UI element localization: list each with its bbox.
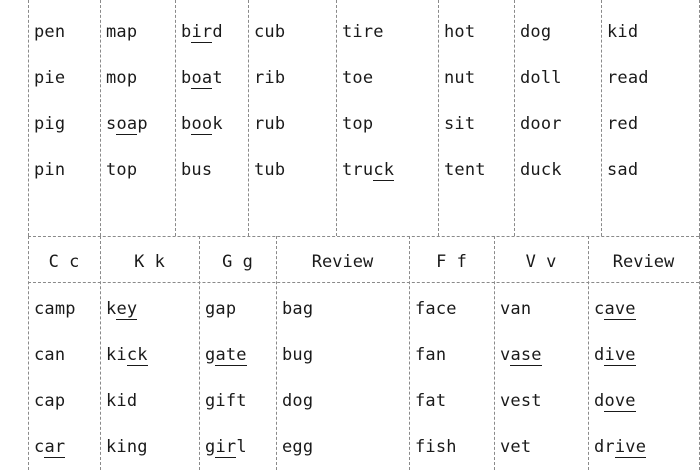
word-cell: cub [254,22,286,42]
word-cell: kick [106,345,148,365]
word-cell: vet [500,437,532,457]
word-cell: tent [444,160,486,180]
word-cell: kid [106,391,138,411]
word-cell: fan [415,345,447,365]
top-column-divider [336,0,337,236]
underlined-letters: ar [44,437,66,457]
word-cell: boat [181,68,223,88]
word-cell: book [181,114,223,134]
word-cell: tire [342,22,384,42]
underlined-letters: ir [215,437,237,457]
underlined-letters: oo [191,114,213,134]
word-cell: camp [34,299,76,319]
word-cell: pin [34,160,66,180]
header-divider [28,282,699,283]
column-header: C c [48,252,80,272]
word-cell: map [106,22,138,42]
top-column-divider [28,0,29,236]
underlined-letters: ey [116,299,138,319]
word-cell: duck [520,160,562,180]
underlined-letters: ir [191,22,213,42]
word-cell: top [106,160,138,180]
word-cell: door [520,114,562,134]
word-cell: bird [181,22,223,42]
column-header: Review [311,252,374,272]
column-header: V v [525,252,557,272]
word-cell: rib [254,68,286,88]
word-cell: vase [500,345,542,365]
word-cell: drive [594,437,647,457]
underlined-letters: ck [373,160,395,180]
word-cell: car [34,437,66,457]
word-cell: pie [34,68,66,88]
word-cell: cave [594,299,636,319]
word-cell: dog [520,22,552,42]
underlined-letters: ive [614,437,647,457]
column-header: G g [222,252,253,272]
column-header: K k [134,252,165,272]
word-cell: sad [607,160,639,180]
word-cell: hot [444,22,476,42]
word-cell: sit [444,114,476,134]
word-cell: cap [34,391,66,411]
word-cell: dog [282,391,314,411]
top-column-divider [601,0,602,236]
word-cell: fish [415,437,457,457]
word-cell: can [34,345,66,365]
column-header: F f [436,252,467,272]
word-cell: gate [205,345,247,365]
word-cell: face [415,299,457,319]
word-cell: read [607,68,649,88]
word-cell: pig [34,114,66,134]
word-cell: dove [594,391,636,411]
word-cell: gap [205,299,237,319]
top-column-divider [514,0,515,236]
word-cell: girl [205,437,247,457]
word-cell: gift [205,391,247,411]
word-cell: key [106,299,138,319]
word-cell: fat [415,391,447,411]
word-cell: vest [500,391,542,411]
word-cell: bus [181,160,213,180]
underlined-letters: ate [215,345,247,365]
underlined-letters: oa [116,114,138,134]
top-column-divider [248,0,249,236]
underlined-letters: ase [510,345,542,365]
word-cell: red [607,114,639,134]
word-cell: nut [444,68,476,88]
top-column-divider [100,0,101,236]
word-cell: truck [342,160,395,180]
section-divider [28,236,699,237]
underlined-letters: ive [604,345,636,365]
word-cell: toe [342,68,374,88]
underlined-letters: ave [604,299,636,319]
word-cell: van [500,299,532,319]
underlined-letters: ove [604,391,636,411]
word-cell: bug [282,345,314,365]
word-cell: soap [106,114,148,134]
word-cell: egg [282,437,314,457]
word-cell: rub [254,114,286,134]
word-cell: mop [106,68,138,88]
column-header: Review [612,252,675,272]
top-column-divider [438,0,439,236]
word-cell: pen [34,22,66,42]
underlined-letters: ck [126,345,148,365]
underlined-letters: oa [191,68,213,88]
word-cell: kid [607,22,639,42]
word-cell: dive [594,345,636,365]
word-cell: tub [254,160,286,180]
word-cell: bag [282,299,314,319]
word-cell: doll [520,68,562,88]
word-cell: top [342,114,374,134]
word-cell: king [106,437,148,457]
top-column-divider [175,0,176,236]
